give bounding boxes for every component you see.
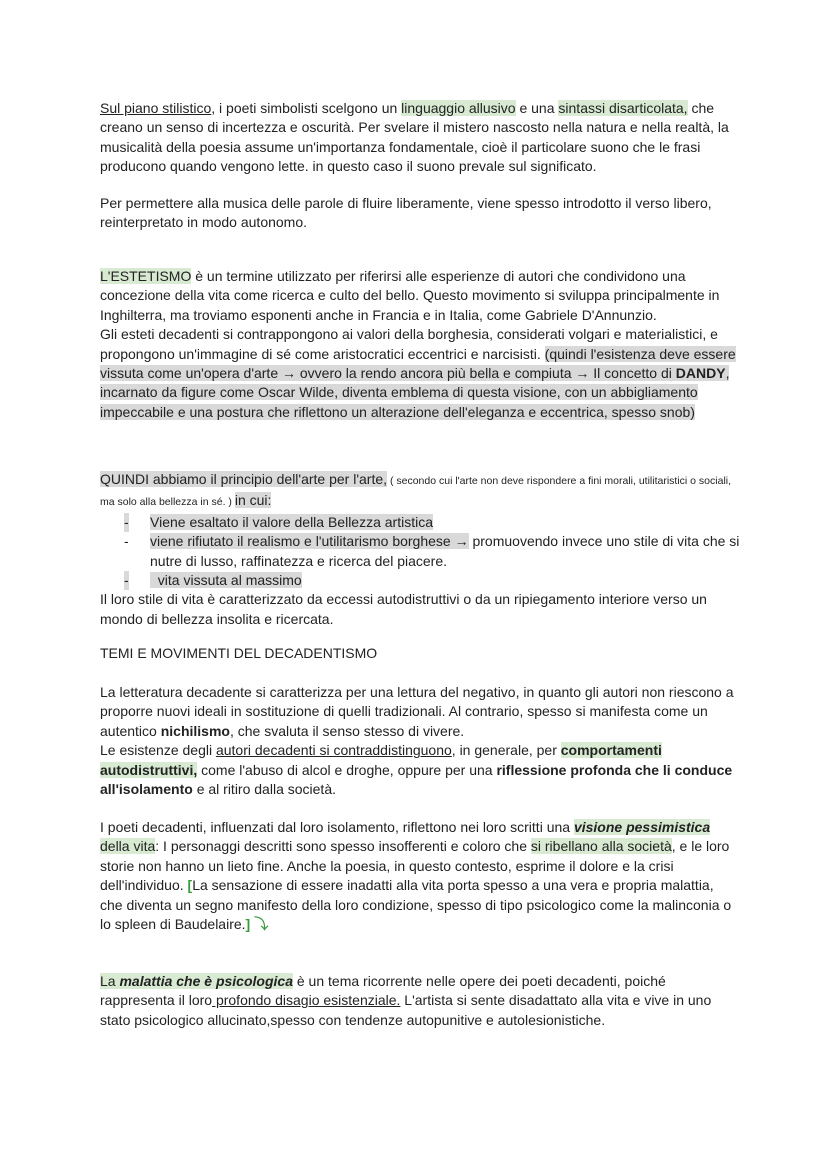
text-run: e al ritiro dalla società. (192, 781, 336, 798)
text-run: I poeti decadenti, influenzati dal loro isolamento, riflettono nei loro scritti una (100, 819, 574, 835)
paragraph-estetismo (100, 267, 740, 422)
list-dash: - (124, 513, 129, 532)
text-run: La sensazione di essere inadatti alla vita porta spesso a una vera e propria malattia, che diventa un segno manifesto della loro condizione, spesso di tipo psicologico come la malinconia o lo spleen di Baudelaire. (100, 877, 732, 933)
text-run: Per permettere alla musica delle parole di fluire liberamente, viene spesso introdotto il verso libero, reinterpretato in modo autonomo. (100, 195, 712, 231)
bold-term: riflessione profonda che li conduce all'isolamento (100, 761, 733, 798)
bracket-mark: ] (245, 916, 251, 933)
list-item-text: promuovendo invece uno stile di vita che si nutre di lusso, raffinatezza e ricerca del piacere. (150, 533, 740, 569)
list-item-text: viene rifiutato il realismo e l'utilitarismo borghese → (150, 533, 469, 550)
bold-highlight: comportamenti autodistruttivi, (100, 742, 662, 778)
text-run: (quindi l'esistenza deve essere vissuta come un'opera d'arte → ovvero la rendo ancora più bella e compiuta → Il concetto di (100, 345, 736, 382)
underlined-phrase: Sul piano stilistico (100, 100, 212, 116)
text-run: , in generale, per (451, 742, 561, 759)
text-run: , e le loro storie non hanno un lieto fine. Anche la poesia, in questo contesto, esprime il dolore e la crisi dell'individuo. (100, 838, 730, 894)
text-run: è un termine utilizzato per riferirsi alle esperienze di autori che condividono una concezione della vita come ricerca e culto del bello. Questo movimento si sviluppa principalmente in Inghilterra, ma troviamo esponenti anche in Francia e in Italia, come Gabriele D'Annunzio. (100, 268, 720, 323)
text-run: Gli esteti decadenti si contrappongono ai valori della borghesia, considerati volgari e materialistici, e propongono un'immagine di sé come aristocratici eccentrici e narcisisti. (100, 326, 718, 362)
highlight-gray: QUINDI abbiamo il principio dell'arte per l'arte, (100, 471, 388, 487)
section-heading (100, 644, 740, 663)
list-item (100, 571, 740, 590)
list-item-text: vita vissuta al massimo (150, 572, 302, 589)
text-run: Le esistenze degli (100, 742, 216, 759)
underlined-phrase: autori decadenti si contraddistinguono (215, 742, 452, 759)
text-run: che creano un senso di incertezza e oscurità. Per svelare il mistero nascosto nella natura e nella realtà, la musicalità della poesia assume un'importanza fondamentale, cioè il particolare suono che le frasi producono quando vengono lette. in questo caso il suono prevale sul significato. (100, 100, 729, 175)
text-run: , i poeti simbolisti scelgono un (211, 100, 402, 116)
paragraph-nichilismo (100, 683, 740, 799)
highlight-green: La (100, 973, 120, 989)
bold-highlight: visione pessimistica (573, 819, 711, 835)
bold-term: DANDY (675, 365, 726, 382)
text-run: è un tema ricorrente nelle opere dei poeti decadenti, poiché rappresenta il loro (100, 973, 666, 1009)
paragraph-malattia (100, 972, 740, 1030)
highlight-green: sintassi disarticolata, (558, 100, 688, 116)
text-run: La letteratura decadente si caratterizza per una lettura del negativo, in quanto gli autori non riescono a proporre nuovi ideali in sostituzione di quelli tradizionali. Al contrario, spesso si manifesta come un autentico (100, 684, 734, 739)
text-run: : I personaggi descritti sono spesso insofferenti e coloro che (155, 838, 531, 855)
heading-text: TEMI E MOVIMENTI DEL DECADENTISMO (100, 645, 378, 661)
text-run: L'artista si sente disadattato alla vita e vive in uno stato psicologico allucinato,spesso con tendenze autopunitive e autolesionistiche. (100, 992, 712, 1028)
underlined-phrase: profondo disagio esistenziale. (212, 992, 401, 1009)
small-note: ( secondo cui l'arte non deve rispondere a fini morali, utilitaristici o sociali, ma solo alla bellezza in sé. ) (100, 475, 732, 509)
list-item (100, 532, 740, 571)
arrow-icon: ⤵ (250, 916, 269, 933)
highlight-gray: in cui: (234, 492, 272, 509)
paragraph-pessimismo (100, 818, 740, 934)
text-run: , incarnato da figure come Oscar Wilde, diventa emblema di questa visione, con un abbigliamento impeccabile e una postura che riflettono un alterazione dell'eleganza e eccentrica, spesso snob) (100, 365, 730, 420)
highlight-green: si ribellano alla società (530, 838, 672, 855)
bracket-mark: [ (187, 877, 193, 894)
highlight-green: L'ESTETISMO (100, 268, 192, 284)
text-run: e una (515, 100, 559, 116)
paragraph-stylistic (100, 99, 740, 177)
list-item (100, 513, 740, 532)
text-run: , che svaluta il senso stesso di vivere. (229, 722, 465, 739)
highlight-green: linguaggio allusivo (401, 100, 516, 116)
highlight-green: della vita (100, 838, 156, 855)
bold-highlight: malattia che è psicologica (119, 973, 293, 989)
list-item-text: Viene esaltato il valore della Bellezza artistica (150, 513, 434, 530)
paragraph-free-verse (100, 194, 740, 233)
text-run: come l'abuso di alcol e droghe, oppure per una (197, 761, 497, 778)
bold-term: nichilismo (160, 722, 230, 739)
text-run: Il loro stile di vita è caratterizzato da eccessi autodistruttivi o da un ripiegamento interiore verso un mondo di bellezza insolita e ricercata. (100, 591, 707, 627)
list-dash: - (124, 533, 129, 550)
list-dash: - (124, 571, 129, 590)
paragraph-arte-per-arte (100, 470, 740, 629)
